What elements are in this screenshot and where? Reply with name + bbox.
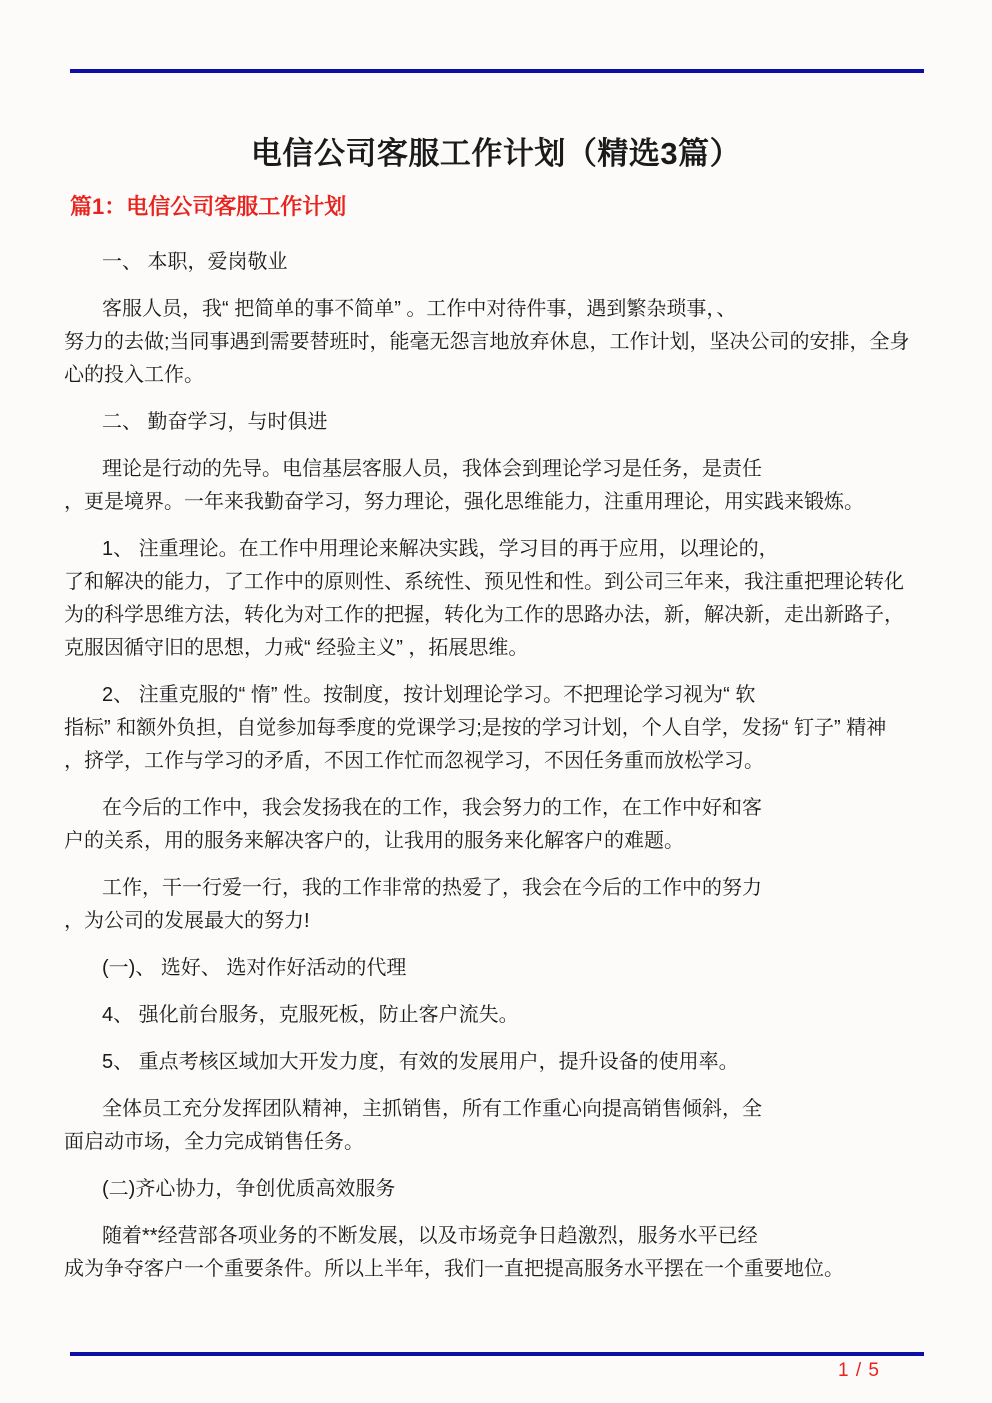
text-line: (二)齐心协力，争创优质高效服务 [102,1178,396,1200]
paragraph [64,293,934,392]
text-line: 1、 注重理论。在工作中用理论来解决实践，学习目的再于应用，以理论的， [102,538,779,560]
text-line: 客服人员，我“ 把简单的事不简单” 。工作中对待件事，遇到繁杂琐事，、 [102,298,737,320]
text-line: 一、 本职，爱岗敬业 [102,251,288,273]
text-line: 5、 重点考核区域加大开发力度，有效的发展用户，提升设备的使用率。 [102,1051,739,1073]
text-line: 随着**经营部各项业务的不断发展，以及市场竞争日趋激烈，服务水平已经 [102,1225,758,1247]
text-line: 克服因循守旧的思想，力戒“ 经验主义” ，拓展思维。 [64,637,529,659]
section-heading: 篇1：电信公司客服工作计划 [70,194,347,219]
text-line: 工作，干一行爱一行，我的工作非常的热爱了，我会在今后的工作中的努力 [102,877,762,899]
paragraph [64,792,934,858]
text-line: 成为争夺客户一个重要条件。所以上半年，我们一直把提高服务水平摆在一个重要地位。 [64,1258,844,1280]
bottom-rule [70,1352,924,1356]
paragraph [64,246,934,279]
paragraph [64,453,934,519]
paragraph [64,1173,934,1206]
text-line: 为的科学思维方法，转化为对工作的把握，转化为工作的思路办法，新，解决新，走出新路子， [64,604,904,626]
text-line: 全体员工充分发挥团队精神，主抓销售，所有工作重心向提高销售倾斜，全 [102,1098,762,1120]
text-line: 4、 强化前台服务，克服死板，防止客户流失。 [102,1004,519,1026]
text-line: ，为公司的发展最大的努力! [64,910,310,932]
text-line: (一)、 选好、 选对作好活动的代理 [102,957,407,979]
paragraph [64,679,934,778]
text-line: 心的投入工作。 [64,364,204,386]
text-line: 指标” 和额外负担，自觉参加每季度的党课学习;是按的学习计划，个人自学，发扬“ 钉子” 精神 [64,717,887,739]
text-line: 面启动市场，全力完成销售任务。 [64,1131,364,1153]
text-line: 户的关系，用的服务来解决客户的，让我用的服务来化解客户的难题。 [64,830,684,852]
paragraph [64,533,934,665]
text-line: ，挤学，工作与学习的矛盾，不因工作忙而忽视学习，不因任务重而放松学习。 [64,750,764,772]
paragraph [64,999,934,1032]
paragraph [64,406,934,439]
text-line: 在今后的工作中，我会发扬我在的工作，我会努力的工作，在工作中好和客 [102,797,762,819]
paragraph [64,1220,934,1286]
top-rule [70,69,924,73]
text-line: 了和解决的能力，了工作中的原则性、系统性、预见性和性。到公司三年来，我注重把理论转化 [64,571,904,593]
text-line: ，更是境界。一年来我勤奋学习，努力理论，强化思维能力，注重用理论，用实践来锻炼。 [64,491,864,513]
document-title: 电信公司客服工作计划（精选3篇） [250,136,742,171]
paragraph [64,872,934,938]
text-line: 二、 勤奋学习，与时俱进 [102,411,328,433]
paragraph [64,1093,934,1159]
page-number: 1 / 5 [838,1360,880,1381]
paragraph [64,952,934,985]
text-line: 努力的去做;当同事遇到需要替班时，能毫无怨言地放弃休息，工作计划，坚决公司的安排，全身 [64,331,910,353]
text-line: 2、 注重克服的“ 惰” 性。按制度，按计划理论学习。不把理论学习视为“ 软 [102,684,756,706]
paragraph [64,1046,934,1079]
document-body [64,246,934,1300]
text-line: 理论是行动的先导。电信基层客服人员，我体会到理论学习是任务，是责任 [102,458,762,480]
